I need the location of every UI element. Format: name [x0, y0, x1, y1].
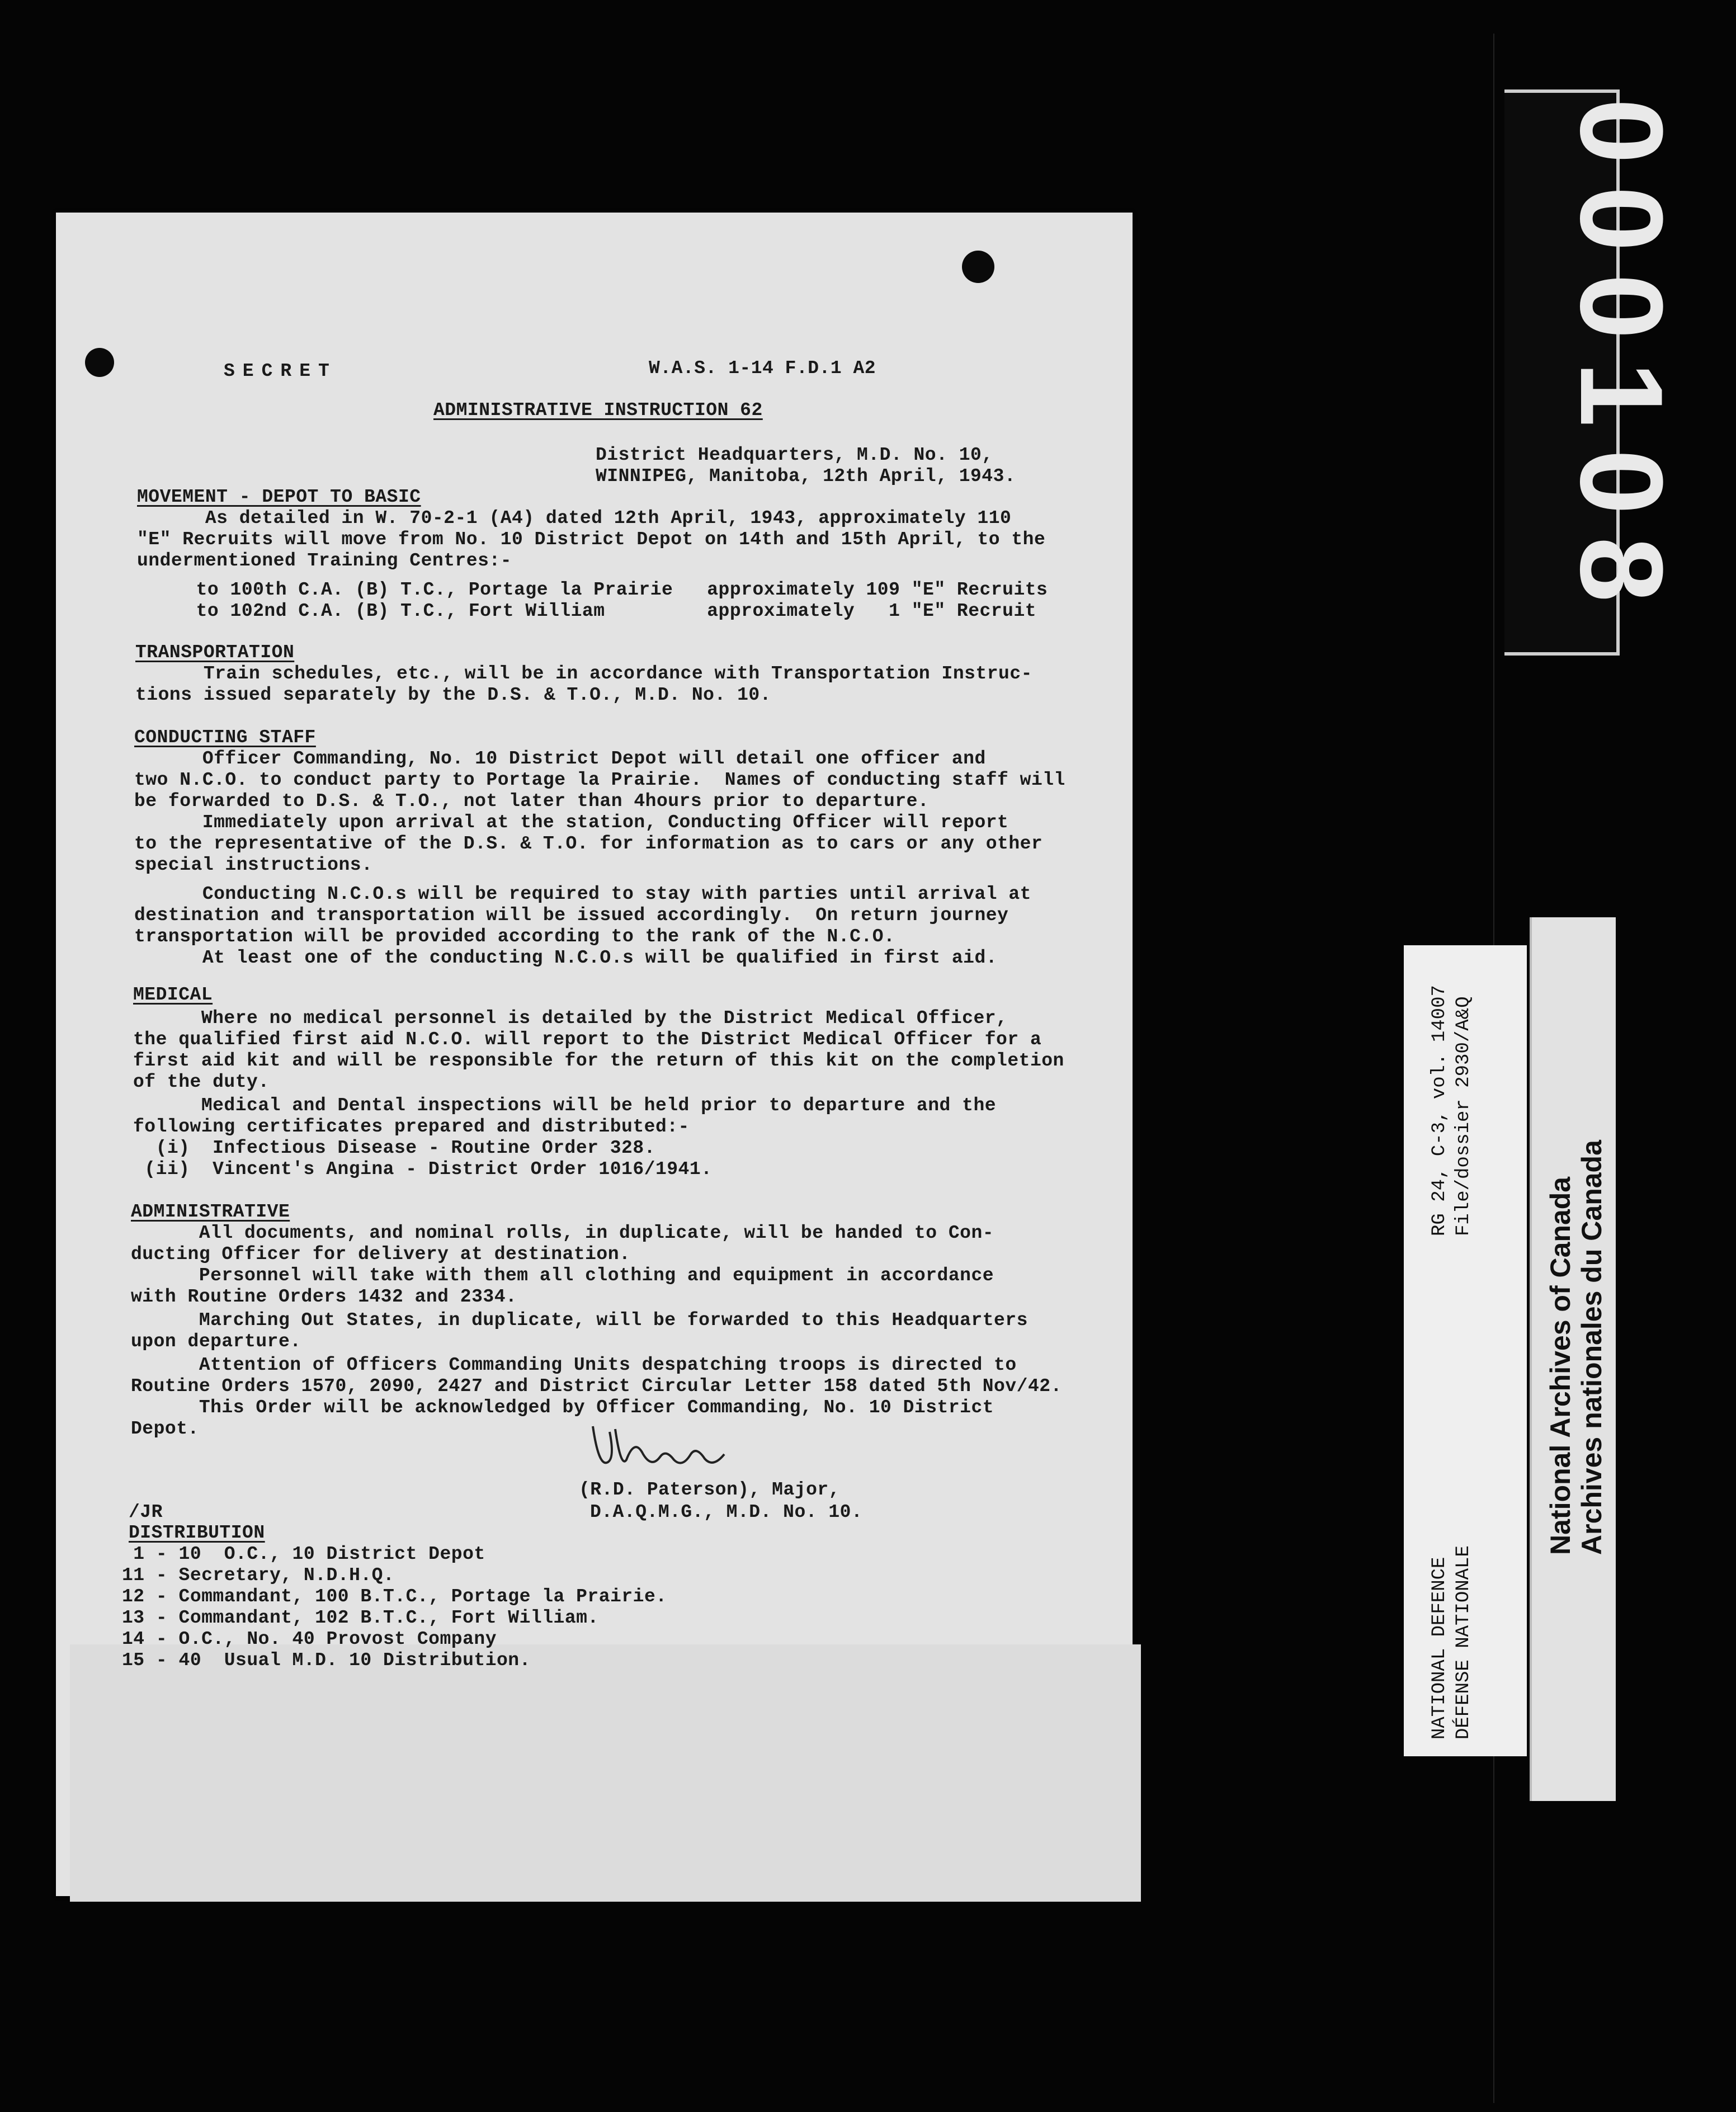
section-heading-distribution: DISTRIBUTION: [129, 1522, 265, 1543]
reference-line-1: RG 24, C-3, vol. 14007: [1429, 985, 1450, 1236]
reference-line-2: File/dossier 2930/A&Q: [1453, 996, 1474, 1236]
section-heading-conducting-staff: CONDUCTING STAFF: [134, 727, 316, 748]
medical-line-6: following certificates prepared and distributed:-: [133, 1116, 690, 1137]
address-line-2: WINNIPEG, Manitoba, 12th April, 1943.: [596, 466, 1016, 487]
medical-line-3: first aid kit and will be responsible for the return of this kit on the completion: [133, 1050, 1064, 1071]
department-line-2: DÉFENSE NATIONALE: [1453, 1545, 1474, 1739]
admin-line-1: All documents, and nominal rolls, in duplicate, will be handed to Con-: [131, 1223, 994, 1243]
conducting-line-9: transportation will be provided according to the rank of the N.C.O.: [134, 926, 895, 947]
document-page-lower: [70, 1644, 1141, 1902]
destination-line-1: to 100th C.A. (B) T.C., Portage la Prairie approximately 109 "E" Recruits: [173, 579, 1048, 600]
file-reference: W.A.S. 1-14 F.D.1 A2: [649, 358, 876, 379]
section-heading-medical: MEDICAL: [133, 984, 213, 1005]
conducting-line-1: Officer Commanding, No. 10 District Depot will detail one officer and: [134, 748, 986, 769]
conducting-line-4: Immediately upon arrival at the station, Conducting Officer will report: [134, 812, 1009, 833]
conducting-line-8: destination and transportation will be issued accordingly. On return journey: [134, 905, 1009, 926]
distribution-line-4: 13 - Commandant, 102 B.T.C., Fort William.: [122, 1607, 599, 1628]
admin-line-7: Attention of Officers Commanding Units despatching troops is directed to: [131, 1355, 1017, 1375]
section-heading-movement: MOVEMENT - DEPOT TO BASIC: [137, 487, 421, 507]
medical-line-2: the qualified first aid N.C.O. will report to the District Medical Officer for a: [133, 1029, 1042, 1050]
document-title: ADMINISTRATIVE INSTRUCTION 62: [433, 400, 763, 421]
conducting-line-7: Conducting N.C.O.s will be required to stay with parties until arrival at: [134, 884, 1031, 904]
admin-line-9: This Order will be acknowledged by Officer Commanding, No. 10 District: [131, 1397, 994, 1418]
frame-number: 000108: [1556, 98, 1687, 625]
movement-line-3: undermentioned Training Centres:-: [137, 550, 512, 571]
distribution-line-5: 14 - O.C., No. 40 Provost Company: [122, 1629, 497, 1649]
transportation-line-2: tions issued separately by the D.S. & T.O., M.D. No. 10.: [135, 685, 771, 705]
conducting-line-6: special instructions.: [134, 855, 373, 875]
movement-line-1: As detailed in W. 70-2-1 (A4) dated 12th April, 1943, approximately 110: [137, 508, 1012, 529]
medical-line-4: of the duty.: [133, 1072, 270, 1092]
archives-name-english: National Archives of Canada: [1545, 1176, 1576, 1555]
archives-name-french: Archives nationales du Canada: [1576, 1140, 1607, 1555]
destination-line-2: to 102nd C.A. (B) T.C., Fort William approximately 1 "E" Recruit: [173, 601, 1037, 621]
archive-reference-label: [1404, 945, 1527, 1756]
frame-number-strip: [1504, 89, 1687, 656]
address-line-1: District Headquarters, M.D. No. 10,: [596, 445, 993, 465]
admin-line-6: upon departure.: [131, 1331, 301, 1352]
admin-line-2: ducting Officer for delivery at destination.: [131, 1244, 631, 1265]
distribution-line-6: 15 - 40 Usual M.D. 10 Distribution.: [122, 1650, 531, 1671]
punch-hole-top: [962, 251, 994, 283]
signature-name: (R.D. Paterson), Major,: [579, 1479, 840, 1500]
typist-initials: /JR: [129, 1502, 163, 1522]
punch-hole-left: [85, 348, 114, 377]
distribution-line-3: 12 - Commandant, 100 B.T.C., Portage la Prairie.: [122, 1586, 667, 1607]
secret-marking: SECRET: [224, 361, 337, 381]
admin-line-5: Marching Out States, in duplicate, will be forwarded to this Headquarters: [131, 1310, 1028, 1331]
medical-line-7: (i) Infectious Disease - Routine Order 328.: [133, 1138, 655, 1158]
national-archives-label: [1530, 917, 1616, 1801]
movement-line-2: "E" Recruits will move from No. 10 District Depot on 14th and 15th April, to the: [137, 529, 1046, 550]
admin-line-10: Depot.: [131, 1418, 199, 1439]
medical-line-5: Medical and Dental inspections will be held prior to departure and the: [133, 1095, 997, 1116]
admin-line-8: Routine Orders 1570, 2090, 2427 and District Circular Letter 158 dated 5th Nov/42.: [131, 1376, 1062, 1397]
section-heading-transportation: TRANSPORTATION: [135, 642, 295, 663]
medical-line-8: (ii) Vincent's Angina - District Order 1016/1941.: [133, 1159, 713, 1180]
conducting-line-2: two N.C.O. to conduct party to Portage la Prairie. Names of conducting staff will: [134, 770, 1065, 790]
conducting-line-10: At least one of the conducting N.C.O.s will be qualified in first aid.: [134, 947, 998, 968]
transportation-line-1: Train schedules, etc., will be in accordance with Transportation Instruc-: [135, 663, 1032, 684]
handwritten-signature: [582, 1415, 749, 1477]
section-heading-administrative: ADMINISTRATIVE: [131, 1201, 290, 1222]
admin-line-3: Personnel will take with them all clothing and equipment in accordance: [131, 1265, 994, 1286]
admin-line-4: with Routine Orders 1432 and 2334.: [131, 1286, 517, 1307]
signature-title: D.A.Q.M.G., M.D. No. 10.: [590, 1502, 863, 1522]
department-line-1: NATIONAL DEFENCE: [1429, 1557, 1450, 1739]
medical-line-1: Where no medical personnel is detailed by the District Medical Officer,: [133, 1008, 1008, 1029]
conducting-line-5: to the representative of the D.S. & T.O. for information as to cars or any other: [134, 833, 1043, 854]
distribution-line-2: 11 - Secretary, N.D.H.Q.: [122, 1565, 395, 1586]
conducting-line-3: be forwarded to D.S. & T.O., not later than 4hours prior to departure.: [134, 791, 930, 812]
distribution-line-1: 1 - 10 O.C., 10 District Depot: [122, 1544, 485, 1564]
